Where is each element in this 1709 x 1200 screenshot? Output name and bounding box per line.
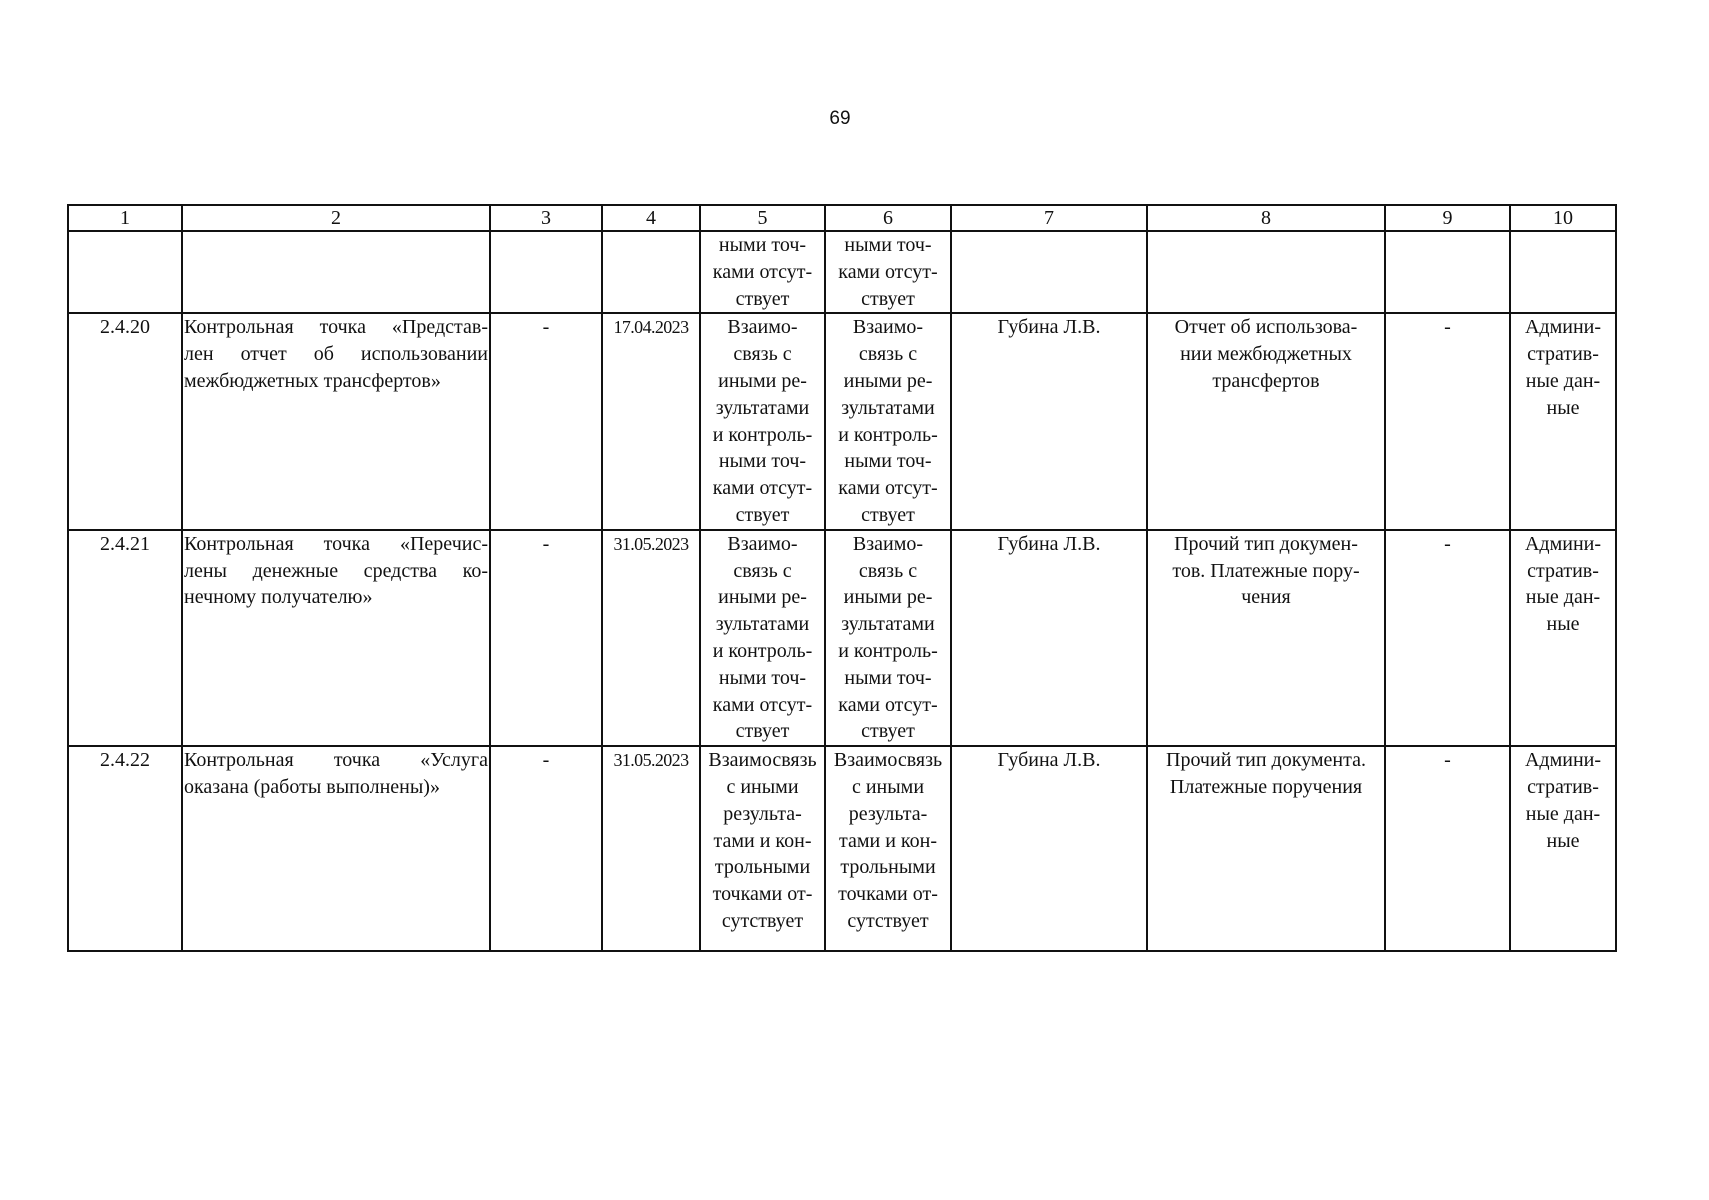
cell-line: стратив- [1527,775,1599,798]
cell-line: Взаимо- [852,316,924,339]
column-number-row [68,205,1616,231]
cell-line: Админи- [1524,749,1602,772]
cell-line: с иными [851,775,925,798]
cell-line: трольными [714,856,811,879]
cell-line: Взаимо- [852,532,924,555]
page-number: 69 [829,108,851,129]
cell-line: ками отсут- [712,477,813,500]
table-row [68,313,1616,529]
cell-line: точками от- [838,883,938,906]
cell-line: ные дан- [1525,586,1601,609]
control-point-name [182,313,490,529]
column-3-value: - [490,746,602,951]
cell-line: результа- [848,802,928,825]
column-number: 8 [1147,205,1385,231]
item-number: 2.4.21 [68,530,182,746]
relationship-cell [825,530,951,746]
relationship-cell [700,231,825,313]
cell-line: ными точ- [718,666,807,689]
cell-line: сутствует [847,909,929,932]
cell-line: лен отчет об использовании [184,343,488,366]
cell-line: ками отсут- [838,477,938,500]
cell-line: и контроль- [838,423,938,446]
column-9-value: - [1385,313,1510,529]
data-source [1510,530,1616,746]
cell-line: зультатами [715,396,810,419]
cell-line: Прочий тип документа. [1166,749,1366,772]
column-3-value: - [490,313,602,529]
cell-line: с иными [726,775,799,798]
cell-line: ные [1546,829,1580,852]
column-number: 10 [1510,205,1616,231]
cell-line: ными точ- [844,450,932,473]
cell-line: ные дан- [1525,369,1601,392]
cell-line: ные [1546,396,1580,419]
cell-line: ными точ- [718,450,807,473]
relationship-cell [825,746,951,951]
cell-line: ствует [735,287,790,310]
empty-cell [1147,231,1385,313]
responsible-person: Губина Л.В. [951,530,1147,746]
relationship-cell [700,746,825,951]
cell-line: тов. Платежные пору- [1172,559,1360,582]
cell-line: чения [1241,586,1291,609]
cell-line: связь с [733,559,792,582]
relationship-cell [825,313,951,529]
cell-line: связь с [733,343,792,366]
data-source [1510,313,1616,529]
cell-line: Платежные поручения [1169,775,1363,798]
cell-line: трансфертов [1212,369,1320,392]
table-row [68,746,1616,951]
cell-line: Админи- [1524,316,1602,339]
empty-cell [68,231,182,313]
empty-cell [951,231,1147,313]
column-number: 7 [951,205,1147,231]
control-point-name [182,746,490,951]
cell-line: связь с [858,343,918,366]
column-number: 5 [700,205,825,231]
relationship-cell [825,231,951,313]
cell-line: ные дан- [1525,802,1601,825]
column-number: 3 [490,205,602,231]
relationship-cell [700,530,825,746]
cell-line: трольными [840,856,936,879]
column-number: 2 [182,205,490,231]
empty-cell [182,231,490,313]
empty-cell [490,231,602,313]
item-number: 2.4.22 [68,746,182,951]
cell-line: Отчет об использова- [1174,316,1358,339]
cell-line: Взаимосвязь [708,749,817,772]
cell-line: и контроль- [838,639,938,662]
document-type [1147,746,1385,951]
cell-line: нечному получателю» [184,586,373,609]
cell-line: Прочий тип докумен- [1174,532,1358,555]
relationship-cell [700,313,825,529]
empty-cell [1385,231,1510,313]
cell-line: сутствует [721,909,804,932]
continuation-row [68,231,1616,313]
cell-line: ками отсут- [712,260,813,283]
table-row [68,530,1616,746]
cell-line: и контроль- [712,423,813,446]
cell-line: Контрольная точка «Представ- [184,316,488,339]
cell-line: ствует [735,720,790,743]
control-point-name [182,530,490,746]
cell-line: связь с [858,559,918,582]
responsible-person: Губина Л.В. [951,313,1147,529]
responsible-person: Губина Л.В. [951,746,1147,951]
cell-line: ными точ- [844,666,932,689]
cell-line: иными ре- [843,586,933,609]
cell-line: иными ре- [843,369,933,392]
cell-line: тами и кон- [713,829,812,852]
data-source [1510,746,1616,951]
cell-line: точками от- [712,883,813,906]
cell-line: Админи- [1524,532,1602,555]
cell-line: межбюджетных трансфертов» [184,369,441,392]
item-number: 2.4.20 [68,313,182,529]
cell-line: иными ре- [718,586,807,609]
cell-line: тами и кон- [839,829,937,852]
empty-cell [602,231,700,313]
cell-line: нии межбюджетных [1180,343,1352,366]
document-type [1147,313,1385,529]
deadline-date: 31.05.2023 [602,746,700,951]
deadline-date: 31.05.2023 [602,530,700,746]
cell-line: лены денежные средства ко- [184,559,488,582]
cell-line: зультатами [841,396,935,419]
cell-line: ствует [861,503,915,526]
cell-line: Взаимосвязь [833,749,943,772]
cell-line: Контрольная точка «Перечис- [184,532,488,555]
cell-line: ствует [735,503,790,526]
column-number: 4 [602,205,700,231]
cell-line: зультатами [715,613,810,636]
column-9-value: - [1385,530,1510,746]
cell-line: результа- [723,802,802,825]
column-number: 9 [1385,205,1510,231]
column-number: 1 [68,205,182,231]
empty-cell [1510,231,1616,313]
cell-line: оказана (работы выполнены)» [184,775,440,798]
cell-line: ными точ- [718,234,807,256]
column-number: 6 [825,205,951,231]
column-9-value: - [1385,746,1510,951]
cell-line: Взаимо- [727,532,798,555]
cell-line: ные [1546,613,1580,636]
cell-line: ками отсут- [838,693,938,716]
document-type [1147,530,1385,746]
cell-line: ными точ- [844,234,932,256]
control-points-table [67,204,1617,952]
cell-line: и контроль- [712,639,813,662]
cell-line: ствует [861,720,915,743]
deadline-date: 17.04.2023 [602,313,700,529]
cell-line: стратив- [1527,343,1599,366]
cell-line: ками отсут- [712,693,813,716]
cell-line: ствует [861,287,915,310]
cell-line: стратив- [1527,559,1599,582]
cell-line: Контрольная точка «Услуга [184,749,488,772]
column-3-value: - [490,530,602,746]
cell-line: Взаимо- [727,316,798,339]
cell-line: иными ре- [718,369,807,392]
cell-line: зультатами [841,613,935,636]
cell-line: ками отсут- [838,260,938,283]
